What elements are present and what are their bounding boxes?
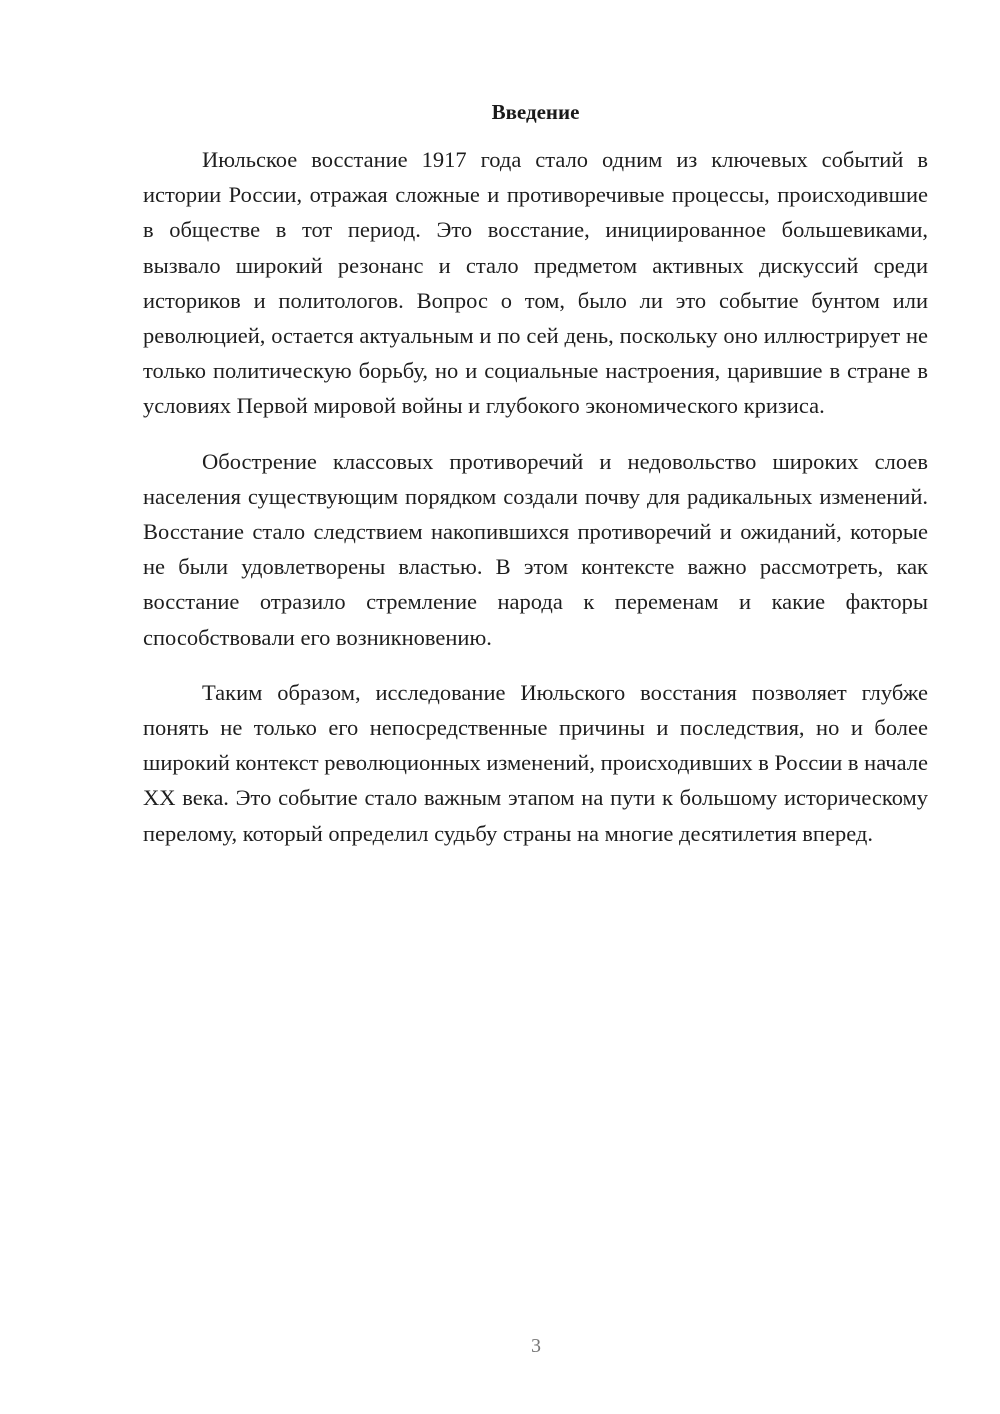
body-text <box>143 142 928 851</box>
page-number: 3 <box>531 1335 541 1357</box>
paragraph-3: Таким образом, исследование Июльского восстания позволяет глубже понять не только его непосредственные причины и последствия, но и более широкий контекст революционных изменений, происходивших в России в начале XX века. Это событие стало важным этапом на пути к большому историческому перелому, который определил судьбу страны на многие десятилетия вперед. <box>143 679 928 846</box>
paragraph-1: Июльское восстание 1917 года стало одним из ключевых событий в истории России, отражая сложные и противоречивые процессы, происходившие в обществе в тот период. Это восстание, инициированное большевиками, вызвало широкий резонанс и стало предметом активных дискуссий среди историков и политологов. Вопрос о том, было ли это событие бунтом или революцией, остается актуальным и по сей день, поскольку оно иллюстрирует не только политическую борьбу, но и социальные настроения, царившие в стране в условиях Первой мировой войны и глубокого экономического кризиса. <box>143 147 928 419</box>
section-heading: Введение <box>491 100 580 124</box>
paragraph-2: Обострение классовых противоречий и недовольство широких слоев населения существующим порядком создали почву для радикальных изменений. Восстание стало следствием накопившихся противоречий и ожиданий, которые не были удовлетворены властью. В этом контексте важно рассмотреть, как восстание отразило стремление народа к переменам и какие факторы способствовали его возникновению. <box>143 448 928 650</box>
